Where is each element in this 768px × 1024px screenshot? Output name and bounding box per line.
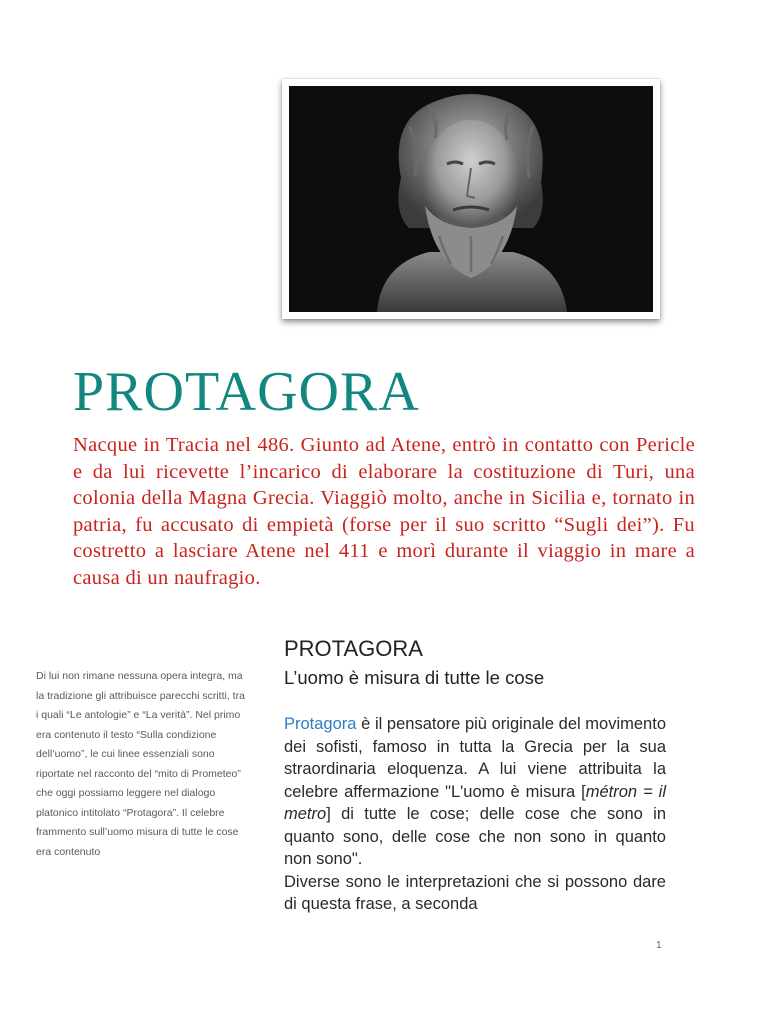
bio-title: PROTAGORA	[73, 361, 420, 423]
section-title: PROTAGORA	[284, 636, 423, 661]
portrait-frame	[282, 79, 660, 319]
bio-text: Nacque in Tracia nel 486. Giunto ad Atene, entrò in contatto con Pericle e da lui ricevette l’incarico di elaborare la costituzione di Turi, una colonia della Magna Grecia. Viaggiò molto, anche in Sicilia e, tornato in patria, fu accusato di empietà (forse per il suo scritto “Sugli dei”). Fu costretto a lasciare Atene nel 411 e morì durante il viaggio in mare a causa di un naufragio.	[73, 434, 695, 589]
page-number: 1	[656, 940, 662, 951]
body-paragraph-1-italic: métron = il metro	[284, 782, 666, 823]
body-text	[284, 713, 666, 916]
bust-illustration	[289, 86, 653, 312]
sidebar-note: Di lui non rimane nessuna opera integra, ma la tradizione gli attribuisce parecchi scritti, tra i quali “Le antologie” e “La verità”. Nel primo era contenuto il testo “Sulla condizione dell’uomo”, le cui linee essenziali sono riportate nel racconto del “mito di Prometeo” che oggi possiamo leggere nel dialogo platonico intitolato “Protagora”. Il celebre frammento sull’uomo misura di tutte le cose era contenuto	[36, 670, 245, 858]
body-paragraph-1-part-a: è il pensatore più originale del movimento dei sofisti, famoso in tutta la Grecia per la sua straordinaria eloquenza. A lui viene attribuita la celebre affermazione "L'uomo è misura [	[284, 715, 666, 801]
body-paragraph-1-part-b: ] di tutte le cose; delle cose che sono in quanto sono, delle cose che non sono in quanto non sono".	[284, 805, 666, 868]
portrait-photo	[289, 86, 653, 312]
body-paragraph-2: Diverse sono le interpretazioni che si possono dare di questa frase, a seconda	[284, 872, 666, 913]
body-paragraph-1	[284, 713, 666, 871]
protagora-link[interactable]: Protagora	[284, 715, 357, 733]
section-subtitle: L’uomo è misura di tutte le cose	[284, 667, 545, 688]
